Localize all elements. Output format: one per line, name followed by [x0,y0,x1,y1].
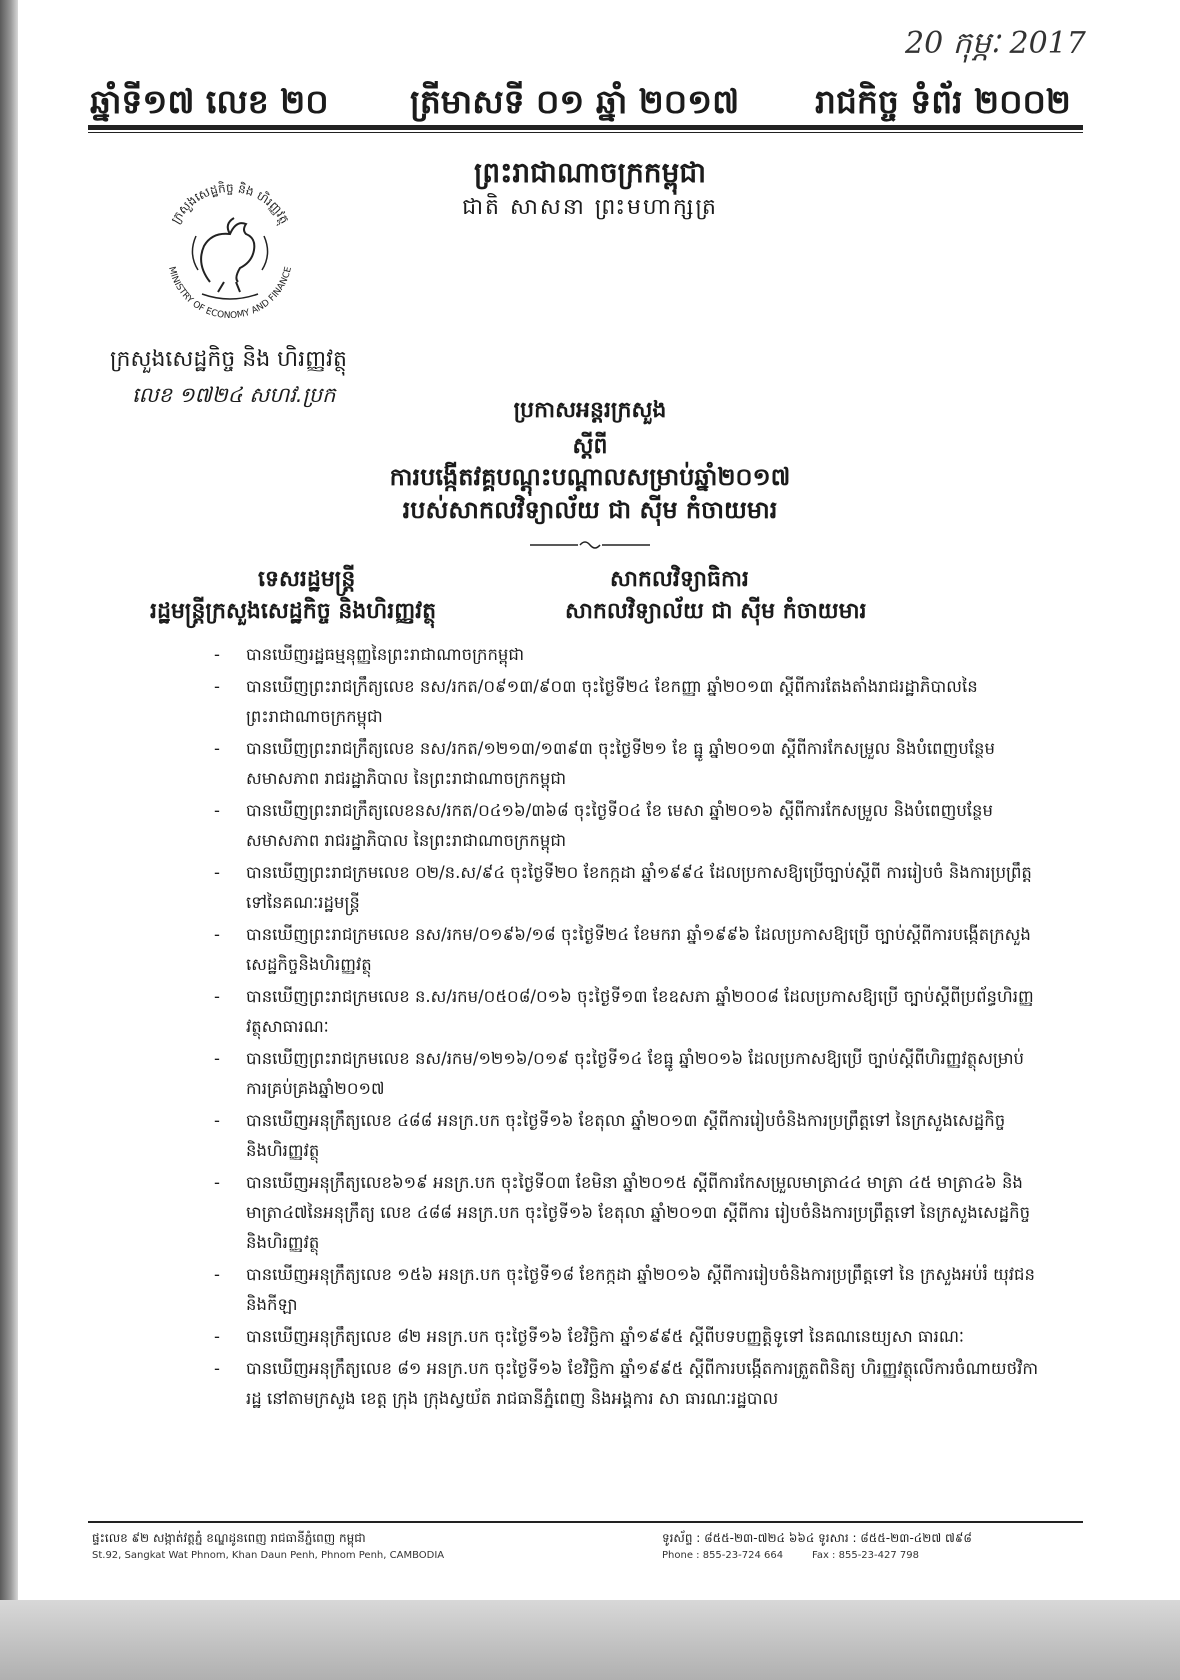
party-left-title: ទេសរដ្ឋមន្ត្រី [258,567,356,592]
footer-phone: Phone : 855-23-724 664 [662,1550,784,1561]
list-item: - បានឃើញព្រះរាជក្រមលេខ នស/រកម/០១៩៦/១៨ ចុះថ្ងៃទី២៤ ខែមករា ឆ្នាំ១៩៩៦ ដែលប្រកាសឱ្យប្រើ ច្បាប់ស្ដីពីការបង្កើតក្រសួងសេដ្ឋកិច្ចនិងហិរញ្ញវត្ថុ [214,925,1031,974]
list-item: - បានឃើញព្រះរាជក្រមលេខ ន.ស/រកម/០៥០៨/០១៦ ចុះថ្ងៃទី១៣ ខែឧសភា ឆ្នាំ២០០៨ ដែលប្រកាសឱ្យប្រើ ច្បាប់ស្ដីពីប្រព័ន្ធហិរញ្ញវត្ថុសាធារណៈ [214,987,1034,1036]
document-subject-line2: របស់សាកលវិទ្យាល័យ ជា ស៊ីម កំចាយមារ [402,496,778,524]
svg-text:MINISTRY OF ECONOMY AND FINANC: MINISTRY OF ECONOMY AND FINANCE [166,265,294,322]
list-item: - បានឃើញអនុក្រឹត្យលេខ៦១៩ អនក្រ.បក ចុះថ្ងៃទី០៣ ខែមិនា ឆ្នាំ២០១៥ ស្ដីពីការកែសម្រួលមាត្រា៤៤ មាត្រា ៤៥ មាត្រា៤៦ និងមាត្រា៤៧នៃអនុក្រឹត្យ លេខ ៤៨៨ អនក្រ.បក ចុះថ្ងៃទី១៦ ខែតុលា ឆ្នាំ២០១៣ ស្ដីពីការ រៀបចំនិងការប្រព្រឹត្តទៅ នៃក្រសួងសេដ្ឋកិច្ច និងហិរញ្ញវត្ថុ [214,1173,1031,1252]
document-type: ប្រកាសអន្តរក្រសួង [513,398,667,423]
list-item: - បានឃើញរដ្ឋធម្មនុញ្ញនៃព្រះរាជាណាចក្រកម្ពុជា [214,645,525,664]
header-rule-thin [88,132,1083,133]
party-left-subtitle: រដ្ឋមន្ត្រីក្រសួងសេដ្ឋកិច្ច និងហិរញ្ញវត្ថុ [150,599,437,624]
svg-text:ក្រសួងសេដ្ឋកិច្ច និង ហិរញ្ញវត្: ក្រសួងសេដ្ឋកិច្ច និង ហិរញ្ញវត្ថុ [168,180,292,227]
list-item: - បានឃើញព្រះរាជក្រមលេខ ០២/ន.ស/៩៤ ចុះថ្ងៃទី២០ ខែកក្កដា ឆ្នាំ១៩៩៤ ដែលប្រកាសឱ្យប្រើច្បាប់ស្ដីពី ការរៀបចំ និងការប្រព្រឹត្តទៅនៃគណៈរដ្ឋមន្ត្រី [214,863,1032,912]
title-flourish-divider [528,538,652,552]
list-item: - បានឃើញអនុក្រឹត្យលេខ ៨២ អនក្រ.បក ចុះថ្ងៃទី១៦ ខែវិច្ឆិកា ឆ្នាំ១៩៩៥ ស្ដីពីបទបញ្ញត្តិទូទៅ នៃគណនេយ្យសា ធារណៈ [214,1327,965,1346]
list-item: - បានឃើញព្រះរាជក្រមលេខ នស/រកម/១២១៦/០១៩ ចុះថ្ងៃទី១៤ ខែធ្នូ ឆ្នាំ២០១៦ ដែលប្រកាសឱ្យប្រើ ច្បាប់ស្ដីពីហិរញ្ញវត្ថុសម្រាប់ការគ្រប់គ្រងឆ្នាំ២០១៧ [214,1049,1024,1098]
header-gazette-page: រាជកិច្ច ទំព័រ ២០០២ [815,82,1071,121]
list-item: - បានឃើញព្រះរាជក្រឹត្យលេខ នស/រកត/១២១៣/១៣៩៣ ចុះថ្ងៃទី២១ ខែ ធ្នូ ឆ្នាំ២០១៣ ស្ដីពីការកែសម្រួល និងបំពេញបន្ថែម សមាសភាព រាជរដ្ឋាភិបាល នៃព្រះរាជាណាចក្រកម្ពុជា [214,739,996,788]
list-item: - បានឃើញព្រះរាជក្រឹត្យលេខ នស/រកត/០៩១៣/៩០៣ ចុះថ្ងៃទី២៤ ខែកញ្ញា ឆ្នាំ២០១៣ ស្ដីពីការតែងតាំងរាជរដ្ឋាភិបាលនៃព្រះរាជាណាចក្រកម្ពុជា [214,677,978,726]
list-item: - បានឃើញអនុក្រឹត្យលេខ ៨១ អនក្រ.បក ចុះថ្ងៃទី១៦ ខែវិច្ឆិកា ឆ្នាំ១៩៩៥ ស្ដីពីការបង្កើតការត្រួតពិនិត្យ ហិរញ្ញវត្ថុលើការចំណាយថវិការដ្ឋ នៅតាមក្រសួង ខេត្ត ក្រុង ក្រុងស្វយ័ត រាជធានីភ្នំពេញ និងអង្គការ សា ធារណៈរដ្ឋបាល [214,1359,1039,1408]
ministry-name: ក្រសួងសេដ្ឋកិច្ច និង ហិរញ្ញវត្ថុ [110,347,347,372]
footer-address-kh: ផ្ទះលេខ ៩២ សង្កាត់វត្តភ្នំ ខណ្ឌដូនពេញ រាជធានីភ្នំពេញ កម្ពុជា [92,1531,366,1545]
kingdom-title: ព្រះរាជាណាចក្រកម្ពុជា [473,156,706,189]
header-year-issue: ឆ្នាំទី១៧ លេខ ២០ [90,82,329,121]
footer-address-en: St.92, Sangkat Wat Phnom, Khan Daun Penh, Phnom Penh, CAMBODIA [92,1550,445,1561]
list-item: - បានឃើញអនុក្រឹត្យលេខ ១៥៦ អនក្រ.បក ចុះថ្ងៃទី១៨ ខែកក្កដា ឆ្នាំ២០១៦ ស្ដីពីការរៀបចំនិងការប្រព្រឹត្តទៅ នៃ ក្រសួងអប់រំ យុវជន និងកីឡា [214,1265,1035,1314]
reference-number: លេខ ១៧២៤ សហវ.ប្រក [132,383,336,407]
considerations-list [208,640,1043,1416]
list-item: - បានឃើញអនុក្រឹត្យលេខ ៤៨៨ អនក្រ.បក ចុះថ្ងៃទី១៦ ខែតុលា ឆ្នាំ២០១៣ ស្ដីពីការរៀបចំនិងការប្រព្រឹត្តទៅ នៃក្រសួងសេដ្ឋកិច្ចនិងហិរញ្ញវត្ថុ [214,1111,1006,1160]
handwritten-date: 20 កុម្ភៈ 2017 [905,26,1086,61]
document-subject-line1: ការបង្កើតវគ្គបណ្ដុះបណ្ដាលសម្រាប់ឆ្នាំ២០១៧ [389,463,791,491]
party-right-title: សាកលវិទ្យាធិការ [610,567,749,592]
document-about: ស្ដីពី [572,434,608,459]
header-rule [88,125,1083,130]
ministry-seal [150,170,310,330]
scan-bottom-shadow [0,1600,1180,1680]
scan-edge-shadow [0,0,18,1680]
list-item: - បានឃើញព្រះរាជក្រឹត្យលេខនស/រកត/០៤១៦/៣៦៨ ចុះថ្ងៃទី០៤ ខែ មេសា ឆ្នាំ២០១៦ ស្ដីពីការកែសម្រួល និងបំពេញបន្ថែម សមាសភាព រាជរដ្ឋាភិបាល នៃព្រះរាជាណាចក្រកម្ពុជា [214,801,993,850]
footer-rule [88,1521,1083,1523]
rooster-emblem-icon [192,218,267,299]
party-right-subtitle: សាកលវិទ្យាល័យ ជា ស៊ីម កំចាយមារ [565,599,867,624]
header-quarter: ត្រីមាសទី ០១ ឆ្នាំ ២០១៧ [410,82,740,121]
national-motto: ជាតិ សាសនា ព្រះមហាក្សត្រ [462,195,718,220]
footer-fax: Fax : 855-23-427 798 [812,1550,919,1561]
footer-phone-kh: ទូរស័ព្ទ : ៨៥៥-២៣-៧២៤ ៦៦៤ ទូរសារ : ៨៥៥-២៣-៤២៧ ៧៩៨ [662,1531,972,1545]
